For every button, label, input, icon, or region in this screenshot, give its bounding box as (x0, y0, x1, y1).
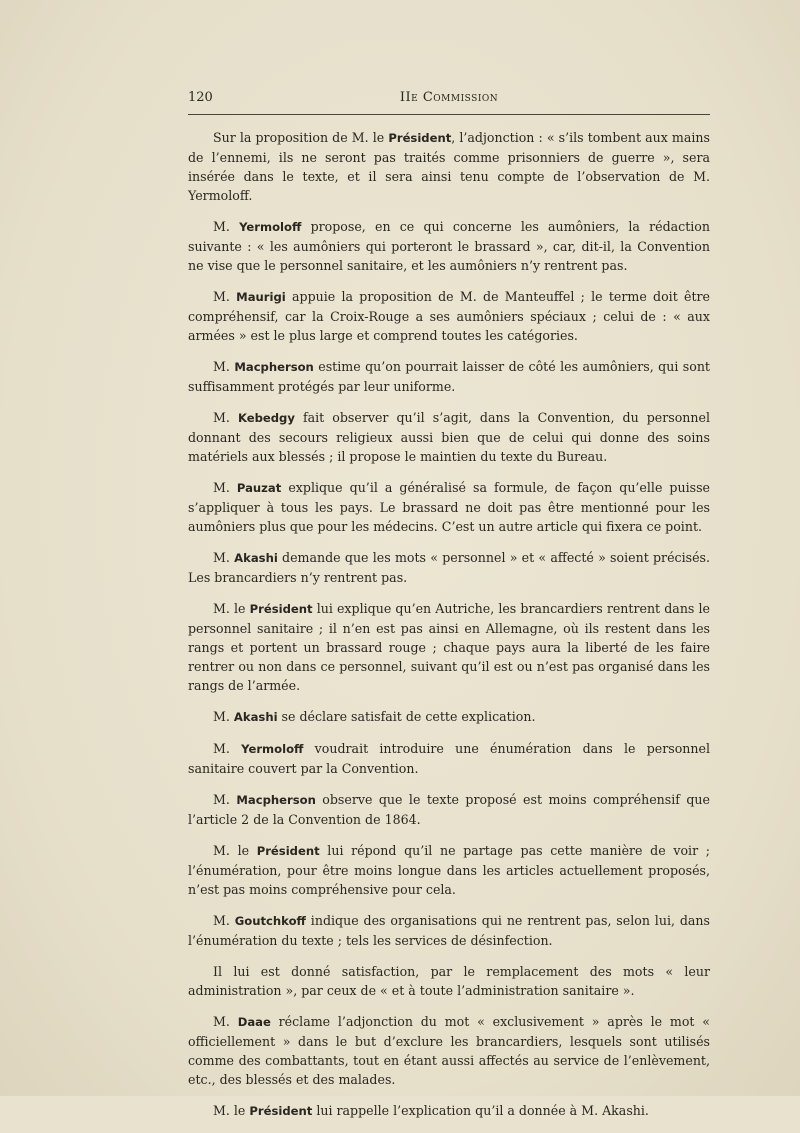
paragraph: M. Maurigi appuie la proposition de M. de Manteuffel ; le terme doit être compréhensif, car la Croix-Rouge a ses aumôniers spéciaux ; celui de : « aux armées » est le plus large et comprend toutes les catégories. (188, 289, 710, 343)
speaker-name: Goutchkoff (234, 914, 306, 928)
speaker-name: Macpherson (234, 360, 314, 374)
document-body (188, 128, 710, 1133)
paragraph: M. Akashi demande que les mots « personnel » et « affecté » soient précisés. Les brancardiers n’y rentrent pas. (188, 550, 710, 585)
paragraph: Il lui est donné satisfaction, par le remplacement des mots « leur administration », par ceux de « et à toute l’administration sanitaire ». (188, 964, 710, 998)
paragraph: M. Daae réclame l’adjonction du mot « exclusivement » après le mot « officiellement » dans le but d’exclure les brancardiers, lesquels sont utilisés comme des combattants, tout en étant aussi affectés au service de l’enlèvement, etc., des blessés et des malades. (188, 1014, 710, 1087)
speaker-name: Président (249, 1104, 313, 1118)
page-header (188, 90, 710, 112)
paragraph: M. le Président lui répond qu’il ne partage pas cette manière de voir ; l’énumération, pour être moins longue dans les articles actuellement proposés, n’est pas moins compréhensive pour cela. (188, 843, 711, 897)
speaker-name: Kebedgy (237, 411, 295, 425)
paragraph: M. Pauzat explique qu’il a généralisé sa formule, de façon qu’elle puisse s’appliquer à tous les pays. Le brassard ne doit pas être mentionné pour les aumôniers plus que pour les médecins. C’est un autre article qui fixera ce point. (188, 480, 710, 534)
speaker-name: Président (249, 602, 313, 616)
speaker-name: Daae (237, 1015, 271, 1029)
speaker-name: Président (388, 131, 452, 145)
page-number: 120 (188, 90, 213, 105)
paragraph: M. Macpherson observe que le texte proposé est moins compréhensif que l’article 2 de la Convention de 1864. (188, 792, 710, 827)
speaker-name: Akashi (233, 710, 278, 724)
paragraph: M. Akashi se déclare satisfait de cette explication. (213, 709, 536, 724)
speaker-name: Yermoloff (241, 742, 304, 756)
paragraph: M. Yermoloff propose, en ce qui concerne les aumôniers, la rédaction suivante : « les aumôniers qui porteront le brassard », car, dit-il, la Convention ne vise que le personnel sanitaire, et les aumôniers n’y rentrent pas. (188, 219, 710, 273)
paragraph: M. le Président lui rappelle l’explication qu’il a donnée à M. Akashi. (213, 1103, 649, 1118)
paragraph: M. Goutchkoff indique des organisations qui ne rentrent pas, selon lui, dans l’énumération du texte ; tels les services de désinfection. (188, 913, 710, 948)
speaker-name: Président (256, 844, 320, 858)
paragraph: Sur la proposition de M. le Président, l’adjonction : « s’ils tombent aux mains de l’ennemi, ils ne seront pas traités comme prisonniers de guerre », sera insérée dans le texte, et il sera ainsi tenu compte de l’observation de M. Yermoloff. (188, 130, 710, 203)
paragraph: M. Yermoloff voudrait introduire une énumération dans le personnel sanitaire couvert par la Convention. (188, 741, 710, 776)
speaker-name: Yermoloff (239, 220, 302, 234)
speaker-name: Akashi (234, 551, 278, 565)
paragraph: M. le Président lui explique qu’en Autriche, les brancardiers rentrent dans le personnel sanitaire ; il n’en est pas ainsi en Allemagne, où ils restent dans les rangs et portent un brassard rouge ; chaque pays aura la liberté de les faire rentrer ou non dans ce personnel, suivant qu’il est ou n’est pas organisé dans les rangs de l’armée. (188, 601, 710, 693)
speaker-name: Macpherson (236, 793, 316, 807)
speaker-name: Maurigi (236, 290, 286, 304)
speaker-name: Pauzat (236, 481, 282, 495)
header-rule (188, 114, 710, 115)
running-title: IIe Commission (399, 90, 499, 105)
paragraph: M. Kebedgy fait observer qu’il s’agit, dans la Convention, du personnel donnant des secours religieux aussi bien que de celui qui donne des soins matériels aux blessés ; il propose le maintien du texte du Bureau. (188, 410, 711, 464)
paragraph: M. Macpherson estime qu’on pourrait laisser de côté les aumôniers, qui sont suffisamment protégés par leur uniforme. (188, 359, 710, 394)
